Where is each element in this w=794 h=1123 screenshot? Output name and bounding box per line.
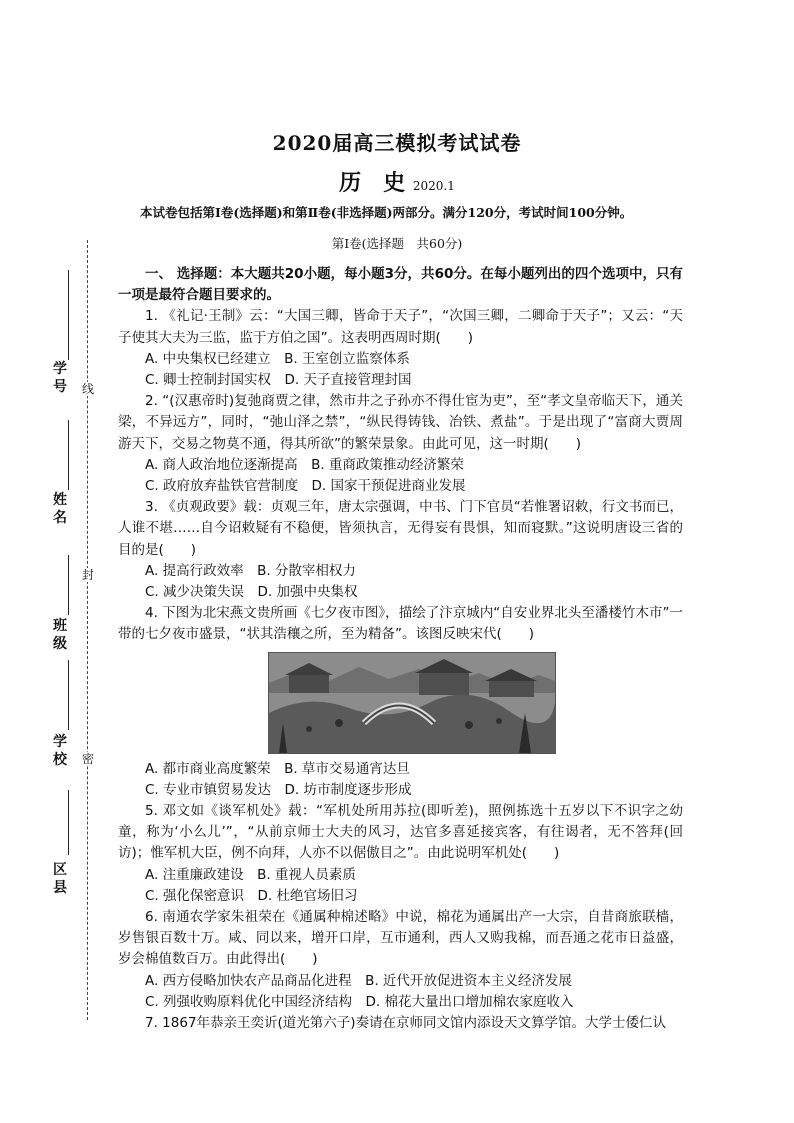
seal-char-secret: 密 — [82, 752, 95, 766]
district-blank-line — [68, 790, 69, 855]
question-stem-6: 6. 南通农学家朱祖荣在《通属种棉述略》中说，棉花为通属出产一大宗，自昔商旅联樯，岁售银百数十万。咸、同以来，增开口岸，互市通利，西人又购我棉，而吾通之花市日益盛，岁会棉值数百万。由此得出( ) — [118, 909, 683, 968]
question-options-4a: A. 都市商业高度繁荣 B. 草市交易通宵达旦 — [145, 760, 410, 777]
question-options-4b: C. 专业市镇贸易发达 D. 坊市制度逐步形成 — [145, 781, 412, 798]
seal-char-seal: 封 — [82, 568, 95, 582]
district-label: 区县 — [53, 862, 67, 896]
seal-char-line: 线 — [82, 382, 95, 396]
subject-name: 历 史 — [339, 170, 406, 196]
painting-illustration — [269, 653, 555, 753]
student-id-blank-line — [68, 270, 69, 360]
question-body — [118, 264, 683, 1034]
question-options-1a: A. 中央集权已经建立 B. 王室创立监察体系 — [145, 350, 410, 367]
name-label: 姓名 — [53, 492, 67, 526]
question-stem-7: 7. 1867年恭亲王奕䜣(道光第六子)奏请在京师同文馆内添设天文算学馆。大学士倭仁认 — [145, 1015, 667, 1032]
question-stem-3: 3. 《贞观政要》载：贞观三年，唐太宗强调，中书、门下官员“若惟署诏敕，行文书而已，人谁不堪……自今诏敕疑有不稳便，皆须执言，无得妄有畏惧，知而寝默。”这说明唐设三省的目的是( ) — [118, 499, 683, 558]
question-options-2a: A. 商人政治地位逐渐提高 B. 重商政策推动经济繁荣 — [145, 456, 464, 473]
student-id-label: 学号 — [53, 361, 67, 395]
question-options-2b: C. 政府放弃盐铁官营制度 D. 国家干预促进商业发展 — [145, 478, 466, 495]
binding-dashed-line — [87, 240, 88, 1020]
class-blank-line — [68, 555, 69, 615]
school-blank-line — [68, 660, 69, 730]
subject-line — [0, 166, 794, 197]
part-intro: 一、 选择题：本大题共20小题，每小题3分，共60分。在每小题列出的四个选项中，只有一项是最符合题目要求的。 — [118, 266, 683, 304]
exam-title: 2020届高三模拟考试试卷 — [272, 131, 522, 155]
question-options-6b: C. 列强收购原料优化中国经济结构 D. 棉花大量出口增加棉农家庭收入 — [145, 993, 574, 1010]
question-options-5b: C. 强化保密意识 D. 杜绝官场旧习 — [145, 887, 358, 904]
question-stem-2: 2. “(汉惠帝时)复弛商贾之律，然市井之子孙亦不得仕宦为吏”，至“孝文皇帝临天下，通关梁，不异远方”，同时，“弛山泽之禁”，“纵民得铸钱、冶铁、煮盐”。于是出现了“富商大贾周游天下，交易之物莫不通，得其所欲”的繁荣景象。由此可见，这一时期( ) — [118, 393, 683, 452]
question-stem-4: 4. 下图为北宋燕文贵所画《七夕夜市图》，描绘了汴京城内“自安业界北头至潘楼竹木市”一带的七夕夜市盛景，“状其浩穰之所，至为精备”。该图反映宋代( ) — [118, 605, 683, 643]
name-blank-line — [68, 420, 69, 490]
class-label: 班级 — [53, 618, 67, 652]
exam-date: 2020.1 — [412, 179, 455, 193]
school-label: 学校 — [53, 734, 67, 768]
question-options-6a: A. 西方侵略加快农产品商品化进程 B. 近代开放促进资本主义经济发展 — [145, 972, 572, 989]
question-stem-1: 1. 《礼记·王制》云：“大国三卿，皆命于天子”，“次国三卿，二卿命于天子”；又云：“天子使其大夫为三监，监于方伯之国”。这表明西周时期( ) — [118, 308, 683, 346]
question-options-3b: C. 减少决策失误 D. 加强中央集权 — [145, 584, 358, 601]
section-heading: 第Ⅰ卷(选择题 共60分) — [331, 236, 463, 251]
exam-info: 本试卷包括第Ⅰ卷(选择题)和第Ⅱ卷(非选择题)两部分。满分120分，考试时间100分钟。 — [140, 205, 633, 220]
question-options-3a: A. 提高行政效率 B. 分散宰相权力 — [145, 562, 356, 579]
night-market-painting-image — [268, 652, 556, 754]
question-options-1b: C. 卿士控制封国实权 D. 天子直接管理封国 — [145, 372, 412, 389]
question-stem-5: 5. 邓文如《谈军机处》载：“军机处所用苏拉(即听差)，照例拣选十五岁以下不识字之幼童，称为‘小么儿’”，“从前京师士大夫的风习，达官多喜延接宾客，有往谒者，无不答拜(回访)；惟军机大臣，例不向拜，人亦不以倨傲目之”。由此说明军机处( ) — [118, 803, 683, 862]
question-options-5a: A. 注重廉政建设 B. 重视人员素质 — [145, 866, 356, 883]
